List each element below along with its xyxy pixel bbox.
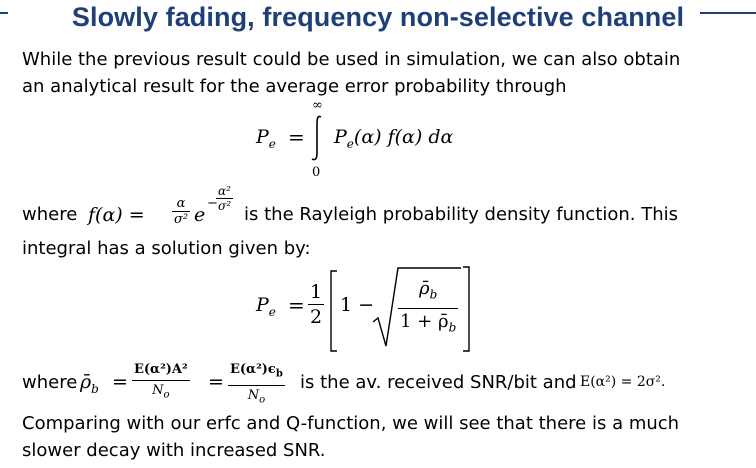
exponent-minus: − xyxy=(207,196,218,211)
rayleigh-description: is the Rayleigh probability density function. This xyxy=(244,204,679,225)
integral-sign-icon xyxy=(310,114,324,162)
snr-definition-line xyxy=(22,358,742,406)
integral-upper-limit: ∞ xyxy=(312,98,323,113)
intro-line-1: While the previous result could be used in simulation, we can also obtain xyxy=(22,49,681,70)
closed-form-error-probability-equation xyxy=(256,262,476,352)
rho-fraction: $\frac{\rhō_b}{1 + \rhō_b}$ xyxy=(400,278,457,335)
exponential-base: e xyxy=(194,204,206,226)
conclusion-paragraph xyxy=(22,410,742,464)
integral-solution-intro: integral has a solution given by: xyxy=(22,238,311,259)
left-bracket-icon xyxy=(330,270,338,352)
snr-fraction-amplitude: $\frac{\text{E(α²)A²}}{N_o}$ xyxy=(134,362,188,401)
second-moment-identity: E(α²) = 2σ². xyxy=(580,374,666,390)
one-half-fraction: $\frac{1}{2}$ xyxy=(310,281,323,328)
slide-title: Slowly fading, frequency non-selective channel xyxy=(71,2,685,32)
average-error-probability-equation xyxy=(256,98,516,182)
intro-line-2: an analytical result for the average error probability through xyxy=(22,76,567,97)
one-minus: 1 − xyxy=(340,294,375,316)
pe-lhs: $P_e$ xyxy=(256,126,276,151)
alpha-over-sigma-squared: $\frac{\alpha}{\text{σ²}}$ xyxy=(174,196,189,227)
rho-b-symbol: $\rhō_b$ xyxy=(80,371,99,396)
equals-sign-2: = xyxy=(288,293,305,317)
integral-lower-limit: 0 xyxy=(312,165,321,180)
equals-sign-4: = xyxy=(208,371,224,393)
pe-lhs-2: $P_e$ xyxy=(256,294,276,319)
f-alpha-lhs: f(α) = xyxy=(88,204,145,226)
exponent-fraction: $\frac{\text{α²}}{\text{σ²}}$ xyxy=(218,184,232,213)
right-bracket-icon xyxy=(462,266,470,352)
snr-fraction-energy: $\frac{E(\alpha^2)\epsilon_b}{N_o}$ xyxy=(230,362,283,406)
where-label: where xyxy=(22,204,78,225)
integrand: $P_e(\alpha)$ f(α) dα xyxy=(334,126,454,151)
conclusion-line-1: Comparing with our erfc and Q-function, we will see that there is a much xyxy=(22,413,680,434)
snr-description: is the av. received SNR/bit and xyxy=(300,372,577,393)
rayleigh-pdf-line xyxy=(22,182,742,228)
where-label-2: where xyxy=(22,372,78,393)
intro-paragraph xyxy=(22,46,742,100)
conclusion-line-2: slower decay with increased SNR. xyxy=(22,440,326,461)
equals-sign-3: = xyxy=(112,371,128,393)
equals-sign: = xyxy=(288,125,305,149)
